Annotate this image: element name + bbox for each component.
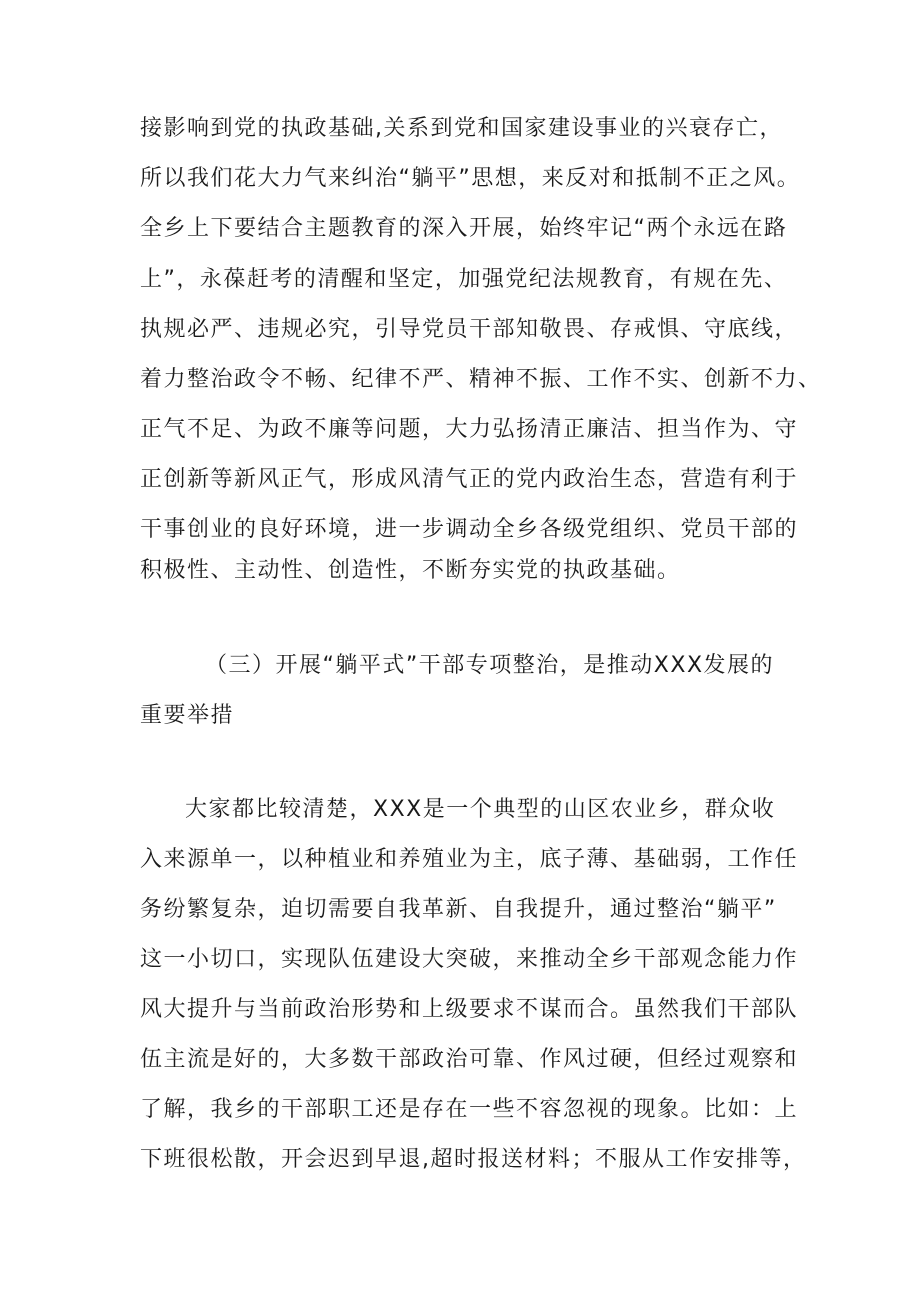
paragraph-line: 伍主流是好的，大多数干部政治可靠、作风过硬，但经过观察和	[140, 1047, 799, 1072]
paragraph-line: 下班很松散，开会迟到早退,超时报送材料；不服从工作安排等，	[140, 1147, 807, 1172]
paragraph-line: 着力整治政令不畅、纪律不严、精神不振、工作不实、创新不力、	[140, 367, 822, 392]
heading-line: 重要举措	[140, 703, 235, 728]
paragraph-line: 执规必严、违规必究，引导党员干部知敬畏、存戒惧、守底线，	[140, 317, 799, 342]
paragraph-line: 这一小切口，实现队伍建设大突破，来推动全乡干部观念能力作	[140, 947, 799, 972]
paragraph-line: 所以我们花大力气来纠治“躺平”思想，来反对和抵制不正之风。	[140, 166, 801, 191]
paragraph-line: 上”，永葆赶考的清醒和坚定，加强党纪法规教育，有规在先、	[140, 267, 788, 292]
paragraph-line: 正气不足、为政不廉等问题，大力弘扬清正廉洁、担当作为、守	[140, 417, 799, 442]
paragraph-line: 务纷繁复杂，迫切需要自我革新、自我提升，通过整治“躺平”	[140, 897, 777, 922]
heading-line: （三）开展“躺平式”干部专项整治，是推动XXX发展的	[205, 653, 775, 678]
paragraph-line: 接影响到党的执政基础,关系到党和国家建设事业的兴衰存亡，	[140, 116, 783, 141]
paragraph-line: 入来源单一，以种植业和养殖业为主，底子薄、基础弱，工作任	[140, 847, 799, 872]
paragraph-line: 积极性、主动性、创造性，不断夯实党的执政基础。	[140, 558, 681, 583]
paragraph-line: 风大提升与当前政治形势和上级要求不谋而合。虽然我们干部队	[140, 997, 799, 1022]
paragraph-line: 干事创业的良好环境，进一步调动全乡各级党组织、党员干部的	[140, 517, 799, 542]
paragraph-line: 全乡上下要结合主题教育的深入开展，始终牢记“两个永远在路	[140, 216, 788, 241]
paragraph-line: 正创新等新风正气，形成风清气正的党内政治生态，营造有利于	[140, 467, 799, 492]
paragraph-line: 了解，我乡的干部职工还是存在一些不容忽视的现象。比如：上	[140, 1097, 799, 1122]
paragraph-line: 大家都比较清楚，XXX是一个典型的山区农业乡，群众收	[185, 797, 776, 822]
